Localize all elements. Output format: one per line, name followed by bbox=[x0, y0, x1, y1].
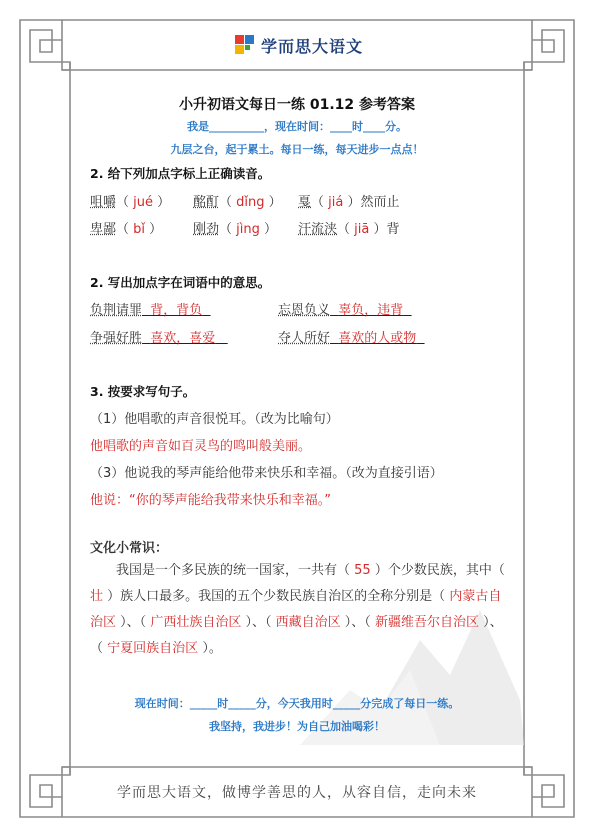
q2-item: 忘恩负义 辜负，违背 bbox=[278, 303, 404, 318]
brand-logo bbox=[233, 33, 363, 57]
q1-item: 咀嚼（ jué ） bbox=[90, 195, 171, 210]
closing-time-line: 现在时间：_____时_____分，今天我用时_____分完成了每日一练。 bbox=[134, 697, 460, 710]
q1-item: 戛（ jiá ）然而止 bbox=[298, 195, 400, 210]
brand-logo-icon bbox=[233, 33, 257, 57]
motto-line: 九层之台，起于累土。每日一练，每天进步一点点！ bbox=[170, 143, 424, 156]
q1-item: 汗流浃（ jiā ）背 bbox=[298, 222, 400, 237]
q2-item: 负荆请罪 背，背负 bbox=[90, 303, 203, 318]
q3-heading: 3. 按要求写句子。 bbox=[90, 384, 196, 399]
q1-item: 刚劲（ jìng ） bbox=[193, 222, 278, 237]
brand-logo-text: 学而思大语文 bbox=[261, 36, 364, 56]
q3-sentence-2: （3）他说我的琴声能给他带来快乐和幸福。（改为直接引语） bbox=[90, 466, 443, 481]
culture-paragraph: 我国是一个多民族的统一国家，一共有（ 55 ）个少数民族，其中（ 壮 ）族人口最多。我国的五个少数民族自治区的全称分别是（ 内蒙古自治区 ）、（ 广西壮族自治区 ）、（ 西藏自治区 ）、（ 新疆维吾尔自治区 ）、（ 宁夏回族自治区 ）。 bbox=[90, 563, 505, 656]
q1-item: 卑鄙（ bǐ ） bbox=[90, 222, 163, 237]
q3-answer-2: 他说：“你的琴声能给我带来快乐和幸福。” bbox=[90, 493, 331, 508]
q1-item: 酩酊（ dǐng ） bbox=[193, 195, 282, 210]
page-title: 小升初语文每日一练 01.12 参考答案 bbox=[178, 97, 416, 113]
q2-item: 夺人所好 喜欢的人或物 bbox=[278, 331, 417, 346]
culture-heading: 文化小常识： bbox=[90, 541, 169, 556]
q1-heading: 2. 给下列加点字标上正确读音。 bbox=[90, 166, 271, 181]
q2-heading: 2. 写出加点字在词语中的意思。 bbox=[90, 275, 271, 290]
q3-answer-1: 他唱歌的声音如百灵鸟的鸣叫般美丽。 bbox=[90, 439, 312, 454]
closing-cheer: 我坚持，我进步！为自己加油喝彩！ bbox=[209, 720, 385, 733]
q3-sentence-1: （1）他唱歌的声音很悦耳。（改为比喻句） bbox=[90, 412, 339, 427]
name-time-line: 我是__________，现在时间：____时____分。 bbox=[187, 120, 407, 133]
q2-item: 争强好胜 喜欢，喜爱 bbox=[90, 331, 216, 346]
footer-slogan: 学而思大语文，做博学善思的人，从容自信，走向未来 bbox=[117, 785, 477, 801]
